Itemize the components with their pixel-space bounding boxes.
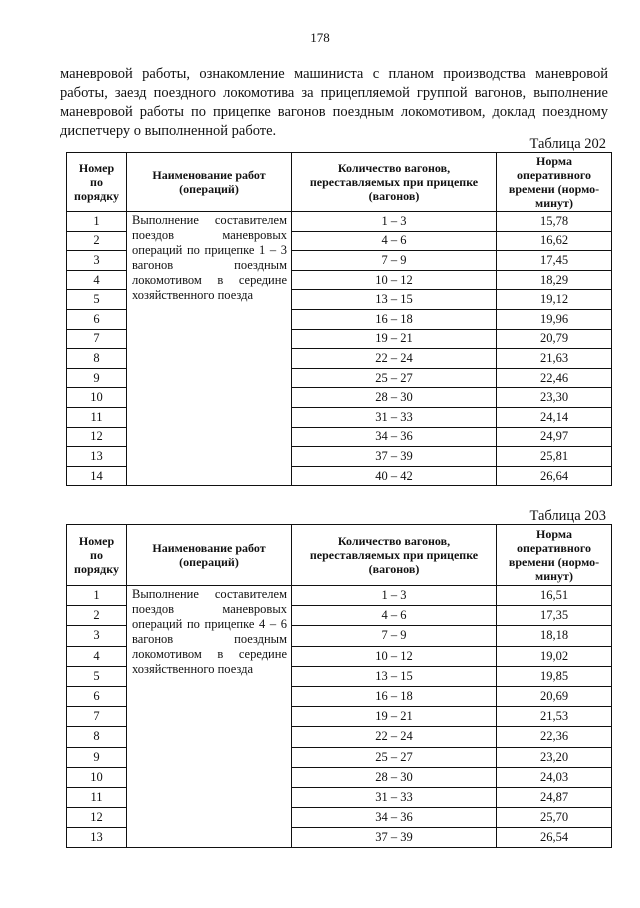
norm-time-cell: 19,12 — [497, 290, 612, 310]
norm-time-cell: 20,79 — [497, 329, 612, 349]
header-norm: Норма оперативного времени (нормо-минут) — [497, 153, 612, 212]
wagons-range-cell: 37 – 39 — [292, 828, 497, 848]
wagons-range-cell: 7 – 9 — [292, 626, 497, 646]
norm-time-cell: 15,78 — [497, 212, 612, 232]
table-202-caption: Таблица 202 — [529, 136, 606, 152]
row-number-cell: 4 — [67, 646, 127, 666]
wagons-range-cell: 37 – 39 — [292, 447, 497, 467]
norm-time-cell: 16,62 — [497, 231, 612, 251]
norm-time-cell: 25,70 — [497, 808, 612, 828]
wagons-range-cell: 13 – 15 — [292, 666, 497, 686]
row-number-cell: 14 — [67, 466, 127, 486]
page-number: 178 — [310, 30, 330, 45]
row-number-cell: 9 — [67, 747, 127, 767]
table-row — [67, 586, 612, 606]
norm-time-cell: 17,45 — [497, 251, 612, 271]
wagons-range-cell: 22 – 24 — [292, 349, 497, 369]
intro-paragraph: маневровой работы, ознакомление машиниста с планом производства маневровой работы, заезд поездного локомотива за прицепляемой группой вагонов, выполнение маневровой работы по прицепке вагонов поездным локомотивом, доклад поездному диспетчеру о выполненной работе. — [60, 66, 608, 139]
wagons-range-cell: 4 – 6 — [292, 231, 497, 251]
wagons-range-cell: 16 – 18 — [292, 309, 497, 329]
row-number-cell: 6 — [67, 309, 127, 329]
norm-time-cell: 24,14 — [497, 407, 612, 427]
wagons-range-cell: 16 – 18 — [292, 686, 497, 706]
wagons-range-cell: 22 – 24 — [292, 727, 497, 747]
table-row — [67, 212, 612, 232]
table-203 — [66, 524, 612, 848]
table-202-body — [67, 212, 612, 486]
row-number-cell: 8 — [67, 727, 127, 747]
row-number-cell: 8 — [67, 349, 127, 369]
norm-time-cell: 24,87 — [497, 787, 612, 807]
header-work: Наименование работ (операций) — [127, 153, 292, 212]
wagons-range-cell: 4 – 6 — [292, 606, 497, 626]
row-number-cell: 3 — [67, 626, 127, 646]
wagons-range-cell: 19 – 21 — [292, 329, 497, 349]
norm-time-cell: 19,02 — [497, 646, 612, 666]
wagons-range-cell: 25 – 27 — [292, 747, 497, 767]
row-number-cell: 4 — [67, 270, 127, 290]
norm-time-cell: 24,97 — [497, 427, 612, 447]
table-header-row — [67, 153, 612, 212]
norm-time-cell: 22,46 — [497, 368, 612, 388]
row-number-cell: 11 — [67, 787, 127, 807]
row-number-cell: 10 — [67, 767, 127, 787]
wagons-range-cell: 10 – 12 — [292, 646, 497, 666]
norm-time-cell: 19,96 — [497, 309, 612, 329]
header-norm: Норма оперативного времени (нормо-минут) — [497, 525, 612, 586]
norm-time-cell: 17,35 — [497, 606, 612, 626]
row-number-cell: 1 — [67, 586, 127, 606]
row-number-cell: 6 — [67, 686, 127, 706]
work-description-cell: Выполнение составителем поездов маневровых операций по прицепке 4 – 6 вагонов поездным локомотивом в середине хозяйственного поезда — [127, 586, 292, 848]
wagons-range-cell: 34 – 36 — [292, 427, 497, 447]
norm-time-cell: 25,81 — [497, 447, 612, 467]
row-number-cell: 12 — [67, 808, 127, 828]
row-number-cell: 13 — [67, 828, 127, 848]
row-number-cell: 9 — [67, 368, 127, 388]
row-number-cell: 3 — [67, 251, 127, 271]
norm-time-cell: 23,30 — [497, 388, 612, 408]
norm-time-cell: 24,03 — [497, 767, 612, 787]
table-203-body — [67, 586, 612, 848]
row-number-cell: 2 — [67, 231, 127, 251]
wagons-range-cell: 31 – 33 — [292, 407, 497, 427]
row-number-cell: 2 — [67, 606, 127, 626]
wagons-range-cell: 13 – 15 — [292, 290, 497, 310]
wagons-range-cell: 7 – 9 — [292, 251, 497, 271]
wagons-range-cell: 1 – 3 — [292, 212, 497, 232]
norm-time-cell: 21,63 — [497, 349, 612, 369]
table-203-caption: Таблица 203 — [529, 508, 606, 524]
norm-time-cell: 26,64 — [497, 466, 612, 486]
row-number-cell: 11 — [67, 407, 127, 427]
norm-time-cell: 20,69 — [497, 686, 612, 706]
row-number-cell: 10 — [67, 388, 127, 408]
norm-time-cell: 18,29 — [497, 270, 612, 290]
header-wagons: Количество вагонов, переставляемых при прицепке (вагонов) — [292, 525, 497, 586]
header-work: Наименование работ (операций) — [127, 525, 292, 586]
work-description-cell: Выполнение составителем поездов маневровых операций по прицепке 1 – 3 вагонов поездным локомотивом в середине хозяйственного поезда — [127, 212, 292, 486]
wagons-range-cell: 28 – 30 — [292, 388, 497, 408]
row-number-cell: 13 — [67, 447, 127, 467]
norm-time-cell: 26,54 — [497, 828, 612, 848]
wagons-range-cell: 10 – 12 — [292, 270, 497, 290]
wagons-range-cell: 34 – 36 — [292, 808, 497, 828]
wagons-range-cell: 19 – 21 — [292, 707, 497, 727]
norm-time-cell: 23,20 — [497, 747, 612, 767]
wagons-range-cell: 28 – 30 — [292, 767, 497, 787]
wagons-range-cell: 31 – 33 — [292, 787, 497, 807]
norm-time-cell: 22,36 — [497, 727, 612, 747]
header-number: Номер по порядку — [67, 525, 127, 586]
row-number-cell: 5 — [67, 290, 127, 310]
header-number: Номер по порядку — [67, 153, 127, 212]
table-header-row — [67, 525, 612, 586]
norm-time-cell: 16,51 — [497, 586, 612, 606]
table-202 — [66, 152, 612, 486]
norm-time-cell: 18,18 — [497, 626, 612, 646]
header-wagons: Количество вагонов, переставляемых при прицепке (вагонов) — [292, 153, 497, 212]
row-number-cell: 7 — [67, 707, 127, 727]
wagons-range-cell: 25 – 27 — [292, 368, 497, 388]
norm-time-cell: 19,85 — [497, 666, 612, 686]
row-number-cell: 1 — [67, 212, 127, 232]
wagons-range-cell: 1 – 3 — [292, 586, 497, 606]
norm-time-cell: 21,53 — [497, 707, 612, 727]
row-number-cell: 5 — [67, 666, 127, 686]
row-number-cell: 7 — [67, 329, 127, 349]
wagons-range-cell: 40 – 42 — [292, 466, 497, 486]
row-number-cell: 12 — [67, 427, 127, 447]
